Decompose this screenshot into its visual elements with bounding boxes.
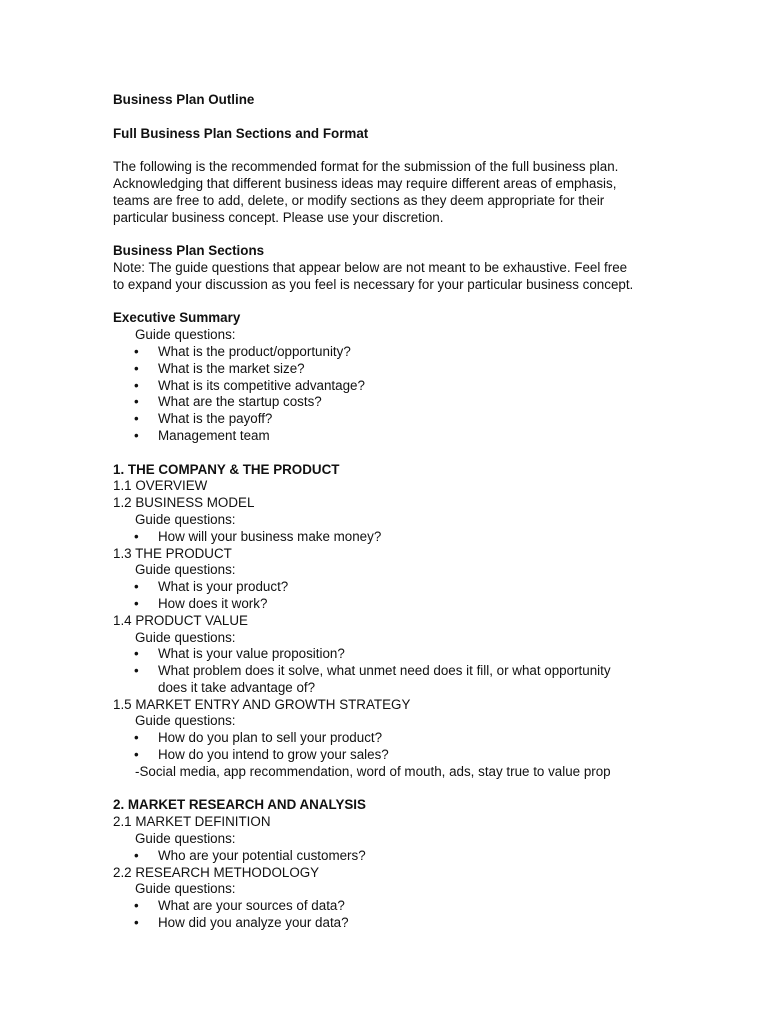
list-item: • What problem does it solve, what unmet need does it fill, or what opportunity does it take advantage of? bbox=[134, 663, 611, 695]
document-title: Business Plan Outline bbox=[113, 92, 255, 107]
format-heading: Full Business Plan Sections and Format bbox=[113, 125, 369, 141]
list-item: • Who are your potential customers? bbox=[134, 847, 366, 863]
company-heading: 1. THE COMPANY & THE PRODUCT bbox=[113, 461, 340, 477]
subsection-title: 1.5 MARKET ENTRY AND GROWTH STRATEGY bbox=[113, 696, 411, 712]
list-item: • Management team bbox=[134, 427, 270, 443]
exec-summary-section bbox=[113, 310, 673, 444]
sections-heading: Business Plan Sections bbox=[113, 243, 265, 259]
intro-line: teams are free to add, delete, or modify sections as they deem appropriate for their bbox=[113, 192, 605, 208]
note-line: Note: The guide questions that appear below are not meant to be exhaustive. Feel free bbox=[113, 259, 628, 275]
list-item: • How do you plan to sell your product? bbox=[134, 730, 383, 746]
list-item: • What is its competitive advantage? bbox=[134, 377, 365, 393]
company-section bbox=[113, 462, 673, 781]
list-item: • How did you analyze your data? bbox=[134, 915, 349, 931]
bullet-icon: • bbox=[134, 377, 139, 393]
guide-questions-label: Guide questions: bbox=[135, 511, 236, 527]
subsection-title: 1.2 BUSINESS MODEL bbox=[113, 495, 255, 511]
list-item: • What are the startup costs? bbox=[134, 394, 322, 410]
bullet-icon: • bbox=[134, 579, 139, 595]
guide-questions-label: Guide questions: bbox=[135, 629, 236, 645]
bullet-icon: • bbox=[134, 394, 139, 410]
list-item: • What are your sources of data? bbox=[134, 898, 345, 914]
subsection-title: 1.4 PRODUCT VALUE bbox=[113, 612, 248, 628]
guide-questions-label: Guide questions: bbox=[135, 881, 236, 897]
list-item: • How will your business make money? bbox=[134, 528, 382, 544]
bullet-icon: • bbox=[134, 427, 139, 443]
guide-questions-label: Guide questions: bbox=[135, 327, 236, 343]
bullet-icon: • bbox=[134, 595, 139, 611]
list-item: • What is the payoff? bbox=[134, 411, 273, 427]
strategy-note: -Social media, app recommendation, word of mouth, ads, stay true to value prop bbox=[135, 763, 611, 779]
intro-paragraph bbox=[113, 159, 673, 226]
market-research-heading: 2. MARKET RESEARCH AND ANALYSIS bbox=[113, 797, 366, 813]
bullet-icon: • bbox=[134, 360, 139, 376]
list-item: • How does it work? bbox=[134, 595, 268, 611]
market-research-section bbox=[113, 797, 673, 931]
bullet-icon: • bbox=[134, 898, 139, 914]
bullet-icon: • bbox=[134, 646, 139, 662]
subsection-title: 2.2 RESEARCH METHODOLOGY bbox=[113, 864, 320, 880]
guide-questions-label: Guide questions: bbox=[135, 562, 236, 578]
bullet-icon: • bbox=[134, 411, 139, 427]
bullet-icon: • bbox=[134, 915, 139, 931]
intro-line: Acknowledging that different business ideas may require different areas of emphasis, bbox=[113, 175, 617, 191]
intro-line: particular business concept. Please use your discretion. bbox=[113, 209, 444, 225]
list-item: • How do you intend to grow your sales? bbox=[134, 747, 389, 763]
note-line: to expand your discussion as you feel is necessary for your particular business concept. bbox=[113, 276, 634, 292]
intro-line: The following is the recommended format for the submission of the full business plan. bbox=[113, 159, 619, 175]
bullet-icon: • bbox=[134, 663, 139, 679]
list-item: • What is the product/opportunity? bbox=[134, 343, 351, 359]
guide-questions-label: Guide questions: bbox=[135, 713, 236, 729]
bullet-icon: • bbox=[134, 747, 139, 763]
list-item: • What is your product? bbox=[134, 579, 289, 595]
subsection-title: 2.1 MARKET DEFINITION bbox=[113, 814, 271, 830]
exec-summary-heading: Executive Summary bbox=[113, 310, 241, 326]
bullet-icon: • bbox=[134, 343, 139, 359]
bullet-icon: • bbox=[134, 528, 139, 544]
subsection-title: 1.3 THE PRODUCT bbox=[113, 545, 232, 561]
guide-questions-label: Guide questions: bbox=[135, 831, 236, 847]
list-item: • What is the market size? bbox=[134, 360, 305, 376]
note-paragraph bbox=[113, 260, 673, 294]
document-page bbox=[113, 92, 673, 932]
bullet-icon: • bbox=[134, 847, 139, 863]
subsection-title: 1.1 OVERVIEW bbox=[113, 478, 208, 494]
list-item: • What is your value proposition? bbox=[134, 646, 345, 662]
bullet-icon: • bbox=[134, 730, 139, 746]
